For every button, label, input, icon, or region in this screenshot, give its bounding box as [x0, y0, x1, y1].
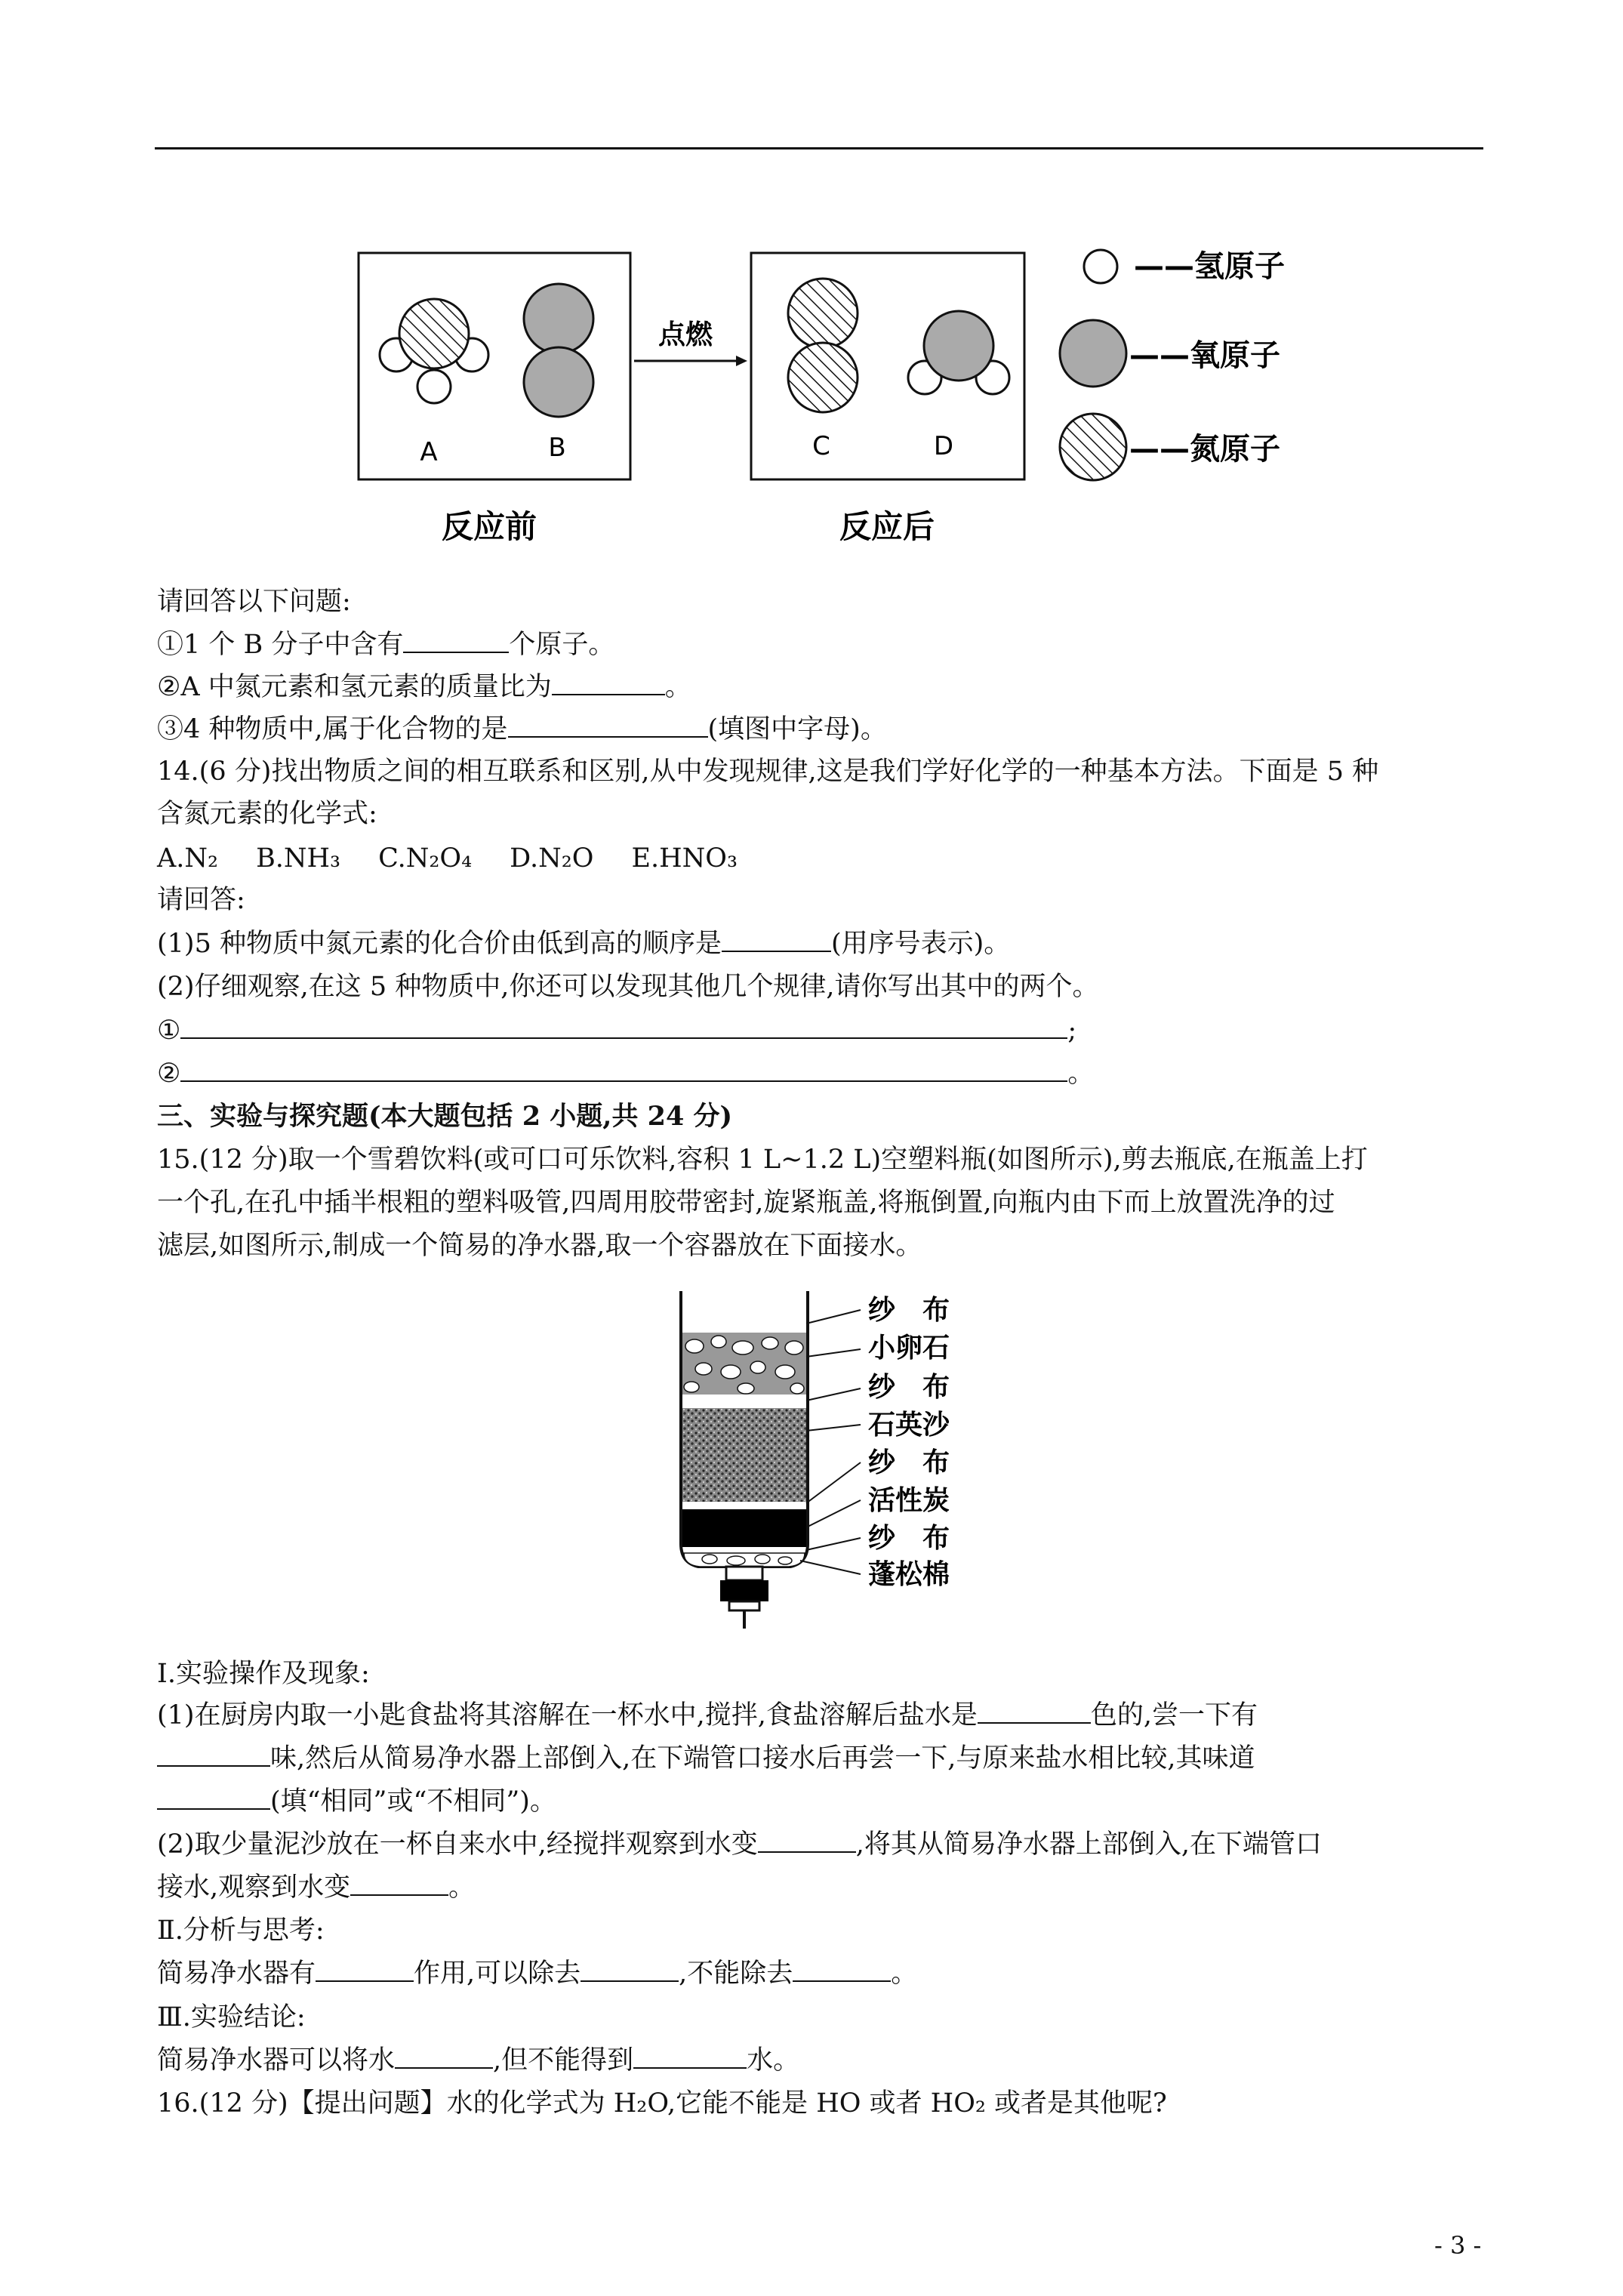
formula-e: E.HNO₃ — [631, 843, 738, 874]
formula-d: D.N₂O — [510, 843, 594, 874]
q14-rule1: ① ; — [157, 1015, 1077, 1046]
q15-s1-line5: 接水,观察到水变 。 — [157, 1872, 476, 1903]
caption-after: 反应后 — [839, 508, 935, 545]
legend-nitrogen-icon — [1060, 414, 1126, 480]
legend-hydrogen: ——氢原子 — [1134, 249, 1285, 284]
label-c: C — [812, 431, 830, 461]
formula-c: C.N₂O₄ — [378, 843, 473, 874]
filter-label-sand: 石英沙 — [868, 1410, 950, 1441]
sand-layer-lower — [682, 1491, 806, 1502]
q14-part2: (2)仔细观察,在这 5 种物质中,你还可以发现其他几个规律,请你写出其中的两个。 — [157, 972, 1099, 1002]
q14-answer-intro: 请回答: — [157, 885, 245, 915]
q15-s2-title: Ⅱ.分析与思考: — [157, 1915, 325, 1946]
legend-nitrogen: ——氮原子 — [1129, 432, 1280, 467]
legend-hydrogen-icon — [1084, 250, 1117, 283]
q15-s1-line1: (1)在厨房内取一小匙食盐将其溶解在一杯水中,搅拌,食盐溶解后盐水是 色的,尝一下有 — [157, 1700, 1258, 1730]
formula-b: B.NH₃ — [256, 843, 341, 874]
q14-formulas — [157, 842, 775, 875]
header-rule — [155, 147, 1483, 149]
nitrogen-atom — [788, 343, 858, 412]
section3-heading: 三、实验与探究题(本大题包括 2 小题,共 24 分) — [157, 1101, 733, 1132]
oxygen-atom — [524, 347, 593, 417]
q14-line1: 14.(6 分)找出物质之间的相互联系和区别,从中发现规律,这是我们学好化学的一种基本方法。下面是 5 种 — [157, 757, 1379, 787]
filter-label-gauze3: 纱 布 — [868, 1447, 950, 1478]
oxygen-atom — [524, 284, 593, 353]
carbon-layer — [682, 1509, 806, 1547]
water-filter-diagram — [664, 1287, 996, 1635]
caption-before: 反应前 — [441, 508, 537, 545]
legend-oxygen: ——氧原子 — [1129, 338, 1280, 373]
q13-part3: ③4 种物质中,属于化合物的是 (填图中字母)。 — [157, 714, 887, 744]
reaction-diagram — [355, 242, 1336, 559]
nitrogen-atom — [399, 299, 469, 368]
q15-s1-line2: 味,然后从简易净水器上部倒入,在下端管口接水后再尝一下,与原来盐水相比较,其味道 — [157, 1742, 1255, 1775]
q15-s1-line3: (填“相同”或“不相同”)。 — [157, 1785, 556, 1818]
q15-s1-line4: (2)取少量泥沙放在一杯自来水中,经搅拌观察到水变 ,将其从简易净水器上部倒入,在下端管口 — [157, 1829, 1322, 1860]
filter-label-gauze1: 纱 布 — [868, 1295, 950, 1326]
filter-label-carbon: 活性炭 — [868, 1485, 950, 1516]
label-b: B — [548, 433, 566, 463]
q16-line1: 16.(12 分)【提出问题】水的化学式为 H₂O,它能不能是 HO 或者 HO₂ 或者是其他呢? — [157, 2088, 1167, 2119]
q14-line2: 含氮元素的化学式: — [157, 799, 377, 829]
q15-line2: 一个孔,在孔中插半根粗的塑料吸管,四周用胶带密封,旋紧瓶盖,将瓶倒置,向瓶内由下而上放置洗净的过 — [157, 1188, 1335, 1218]
sand-layer — [682, 1408, 806, 1497]
q15-s2-line: 简易净水器有 作用,可以除去 ,不能除去 。 — [157, 1959, 918, 1989]
label-a: A — [420, 437, 438, 467]
q14-part1: (1)5 种物质中氮元素的化合价由低到高的顺序是 (用序号表示)。 — [157, 929, 1011, 959]
hydrogen-atom — [417, 370, 451, 403]
legend-oxygen-icon — [1060, 320, 1126, 387]
filter-label-gauze4: 纱 布 — [868, 1523, 950, 1554]
q13-part1: ①1 个 B 分子中含有 个原子。 — [157, 630, 615, 660]
q13-part2: ②A 中氮元素和氢元素的质量比为 。 — [157, 672, 691, 702]
q14-rule2: ② 。 — [157, 1059, 1095, 1089]
filter-label-pebbles: 小卵石 — [868, 1333, 950, 1364]
q15-s3-line: 简易净水器可以将水 ,但不能得到 水。 — [157, 2045, 800, 2076]
q15-line1: 15.(12 分)取一个雪碧饮料(或可口可乐饮料,容积 1 L~1.2 L)空塑料瓶(如图所示),剪去瓶底,在瓶盖上打 — [157, 1145, 1368, 1175]
q15-s3-title: Ⅲ.实验结论: — [157, 2002, 306, 2032]
filter-label-gauze2: 纱 布 — [868, 1372, 950, 1403]
q15-line3: 滤层,如图所示,制成一个简易的净水器,取一个容器放在下面接水。 — [157, 1231, 922, 1261]
arrow-label: 点燃 — [658, 319, 713, 350]
filter-label-cotton: 蓬松棉 — [868, 1559, 950, 1590]
label-d: D — [933, 431, 954, 461]
bottle-cap — [720, 1580, 768, 1601]
formula-a: A.N₂ — [157, 843, 219, 874]
page-number: - 3 - — [1434, 2231, 1482, 2260]
nitrogen-atom — [788, 279, 858, 348]
q15-s1-title: Ⅰ.实验操作及现象: — [157, 1659, 370, 1689]
oxygen-atom — [924, 311, 993, 381]
q13-intro: 请回答以下问题: — [157, 587, 351, 617]
